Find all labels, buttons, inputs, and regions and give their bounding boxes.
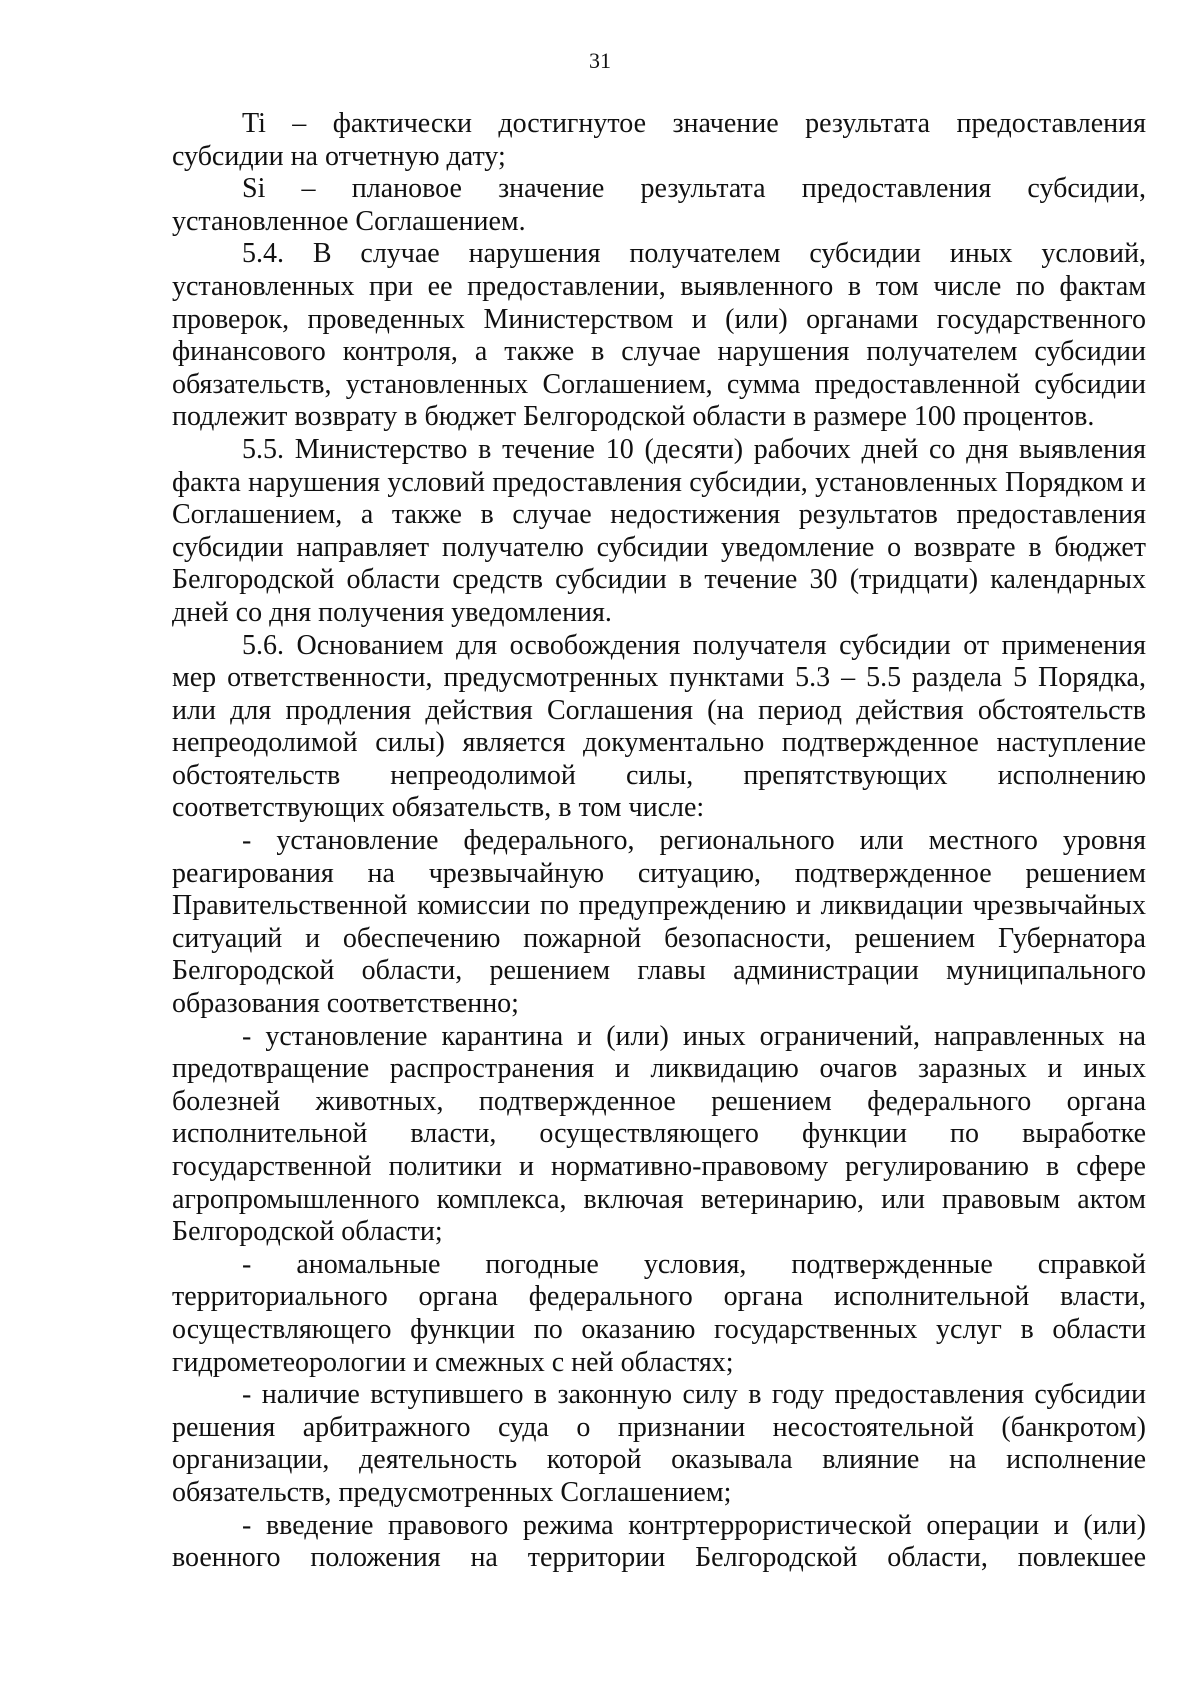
list-item-counterterrorism: - введение правового режима контртеррористической операции и (или) военного положения на территории Белгородской области, повлекшее bbox=[172, 1509, 1146, 1574]
list-item-bankruptcy: - наличие вступившего в законную силу в году предоставления субсидии решения арбитражного суда о признании несостоятельной (банкротом) организации, деятельность которой оказывала влияние на исполнение обязательств, предусмотренных Соглашением; bbox=[172, 1379, 1146, 1508]
paragraph-5-4: 5.4. В случае нарушения получателем субсидии иных условий, установленных при ее предоставлении, выявленного в том числе по фактам проверок, проведенных Министерством и (или) органами государственного финансового контроля, а также в случае нарушения получателем субсидии обязательств, установленных Соглашением, сумма предоставленной субсидии подлежит возврату в бюджет Белгородской области в размере 100 процентов. bbox=[172, 238, 1146, 433]
page-number: 31 bbox=[589, 48, 611, 73]
list-item-quarantine: - установление карантина и (или) иных ограничений, направленных на предотвращение распространения и ликвидацию очагов заразных и иных болезней животных, подтвержденное решением федерального органа исполнительной власти, осуществляющего функции по выработке государственной политики и нормативно-правовому регулированию в сфере агропромышленного комплекса, включая ветеринарию, или правовым актом Белгородской области; bbox=[172, 1020, 1146, 1248]
document-body bbox=[172, 108, 1146, 1575]
list-item-emergency-response: - установление федерального, регионального или местного уровня реагирования на чрезвычайную ситуацию, подтвержденное решением Правительственной комиссии по предупреждению и ликвидации чрезвычайных ситуаций и обеспечению пожарной безопасности, решением Губернатора Белгородской области, решением главы администрации муниципального образования соответственно; bbox=[172, 825, 1146, 1020]
paragraph-5-5: 5.5. Министерство в течение 10 (десяти) рабочих дней со дня выявления факта нарушения условий предоставления субсидии, установленных Порядком и Соглашением, а также в случае недостижения результатов предоставления субсидии направляет получателю субсидии уведомление о возврате в бюджет Белгородской области средств субсидии в течение 30 (тридцати) календарных дней со дня получения уведомления. bbox=[172, 433, 1146, 628]
list-item-weather: - аномальные погодные условия, подтвержденные справкой территориального органа федерального органа исполнительной власти, осуществляющего функции по оказанию государственных услуг в области гидрометеорологии и смежных с ней областях; bbox=[172, 1248, 1146, 1378]
paragraph-ti-definition: Ti – фактически достигнутое значение результата предоставления субсидии на отчетную дату; bbox=[172, 108, 1146, 172]
paragraph-5-6: 5.6. Основанием для освобождения получателя субсидии от применения мер ответственности, предусмотренных пунктами 5.3 – 5.5 раздела 5 Порядка, или для продления действия Соглашения (на период действия обстоятельств непреодолимой силы) является документально подтвержденное наступление обстоятельств непреодолимой силы, препятствующих исполнению соответствующих обязательств, в том числе: bbox=[172, 629, 1146, 824]
paragraph-si-definition: Si – плановое значение результата предоставления субсидии, установленное Соглашением. bbox=[172, 173, 1146, 237]
